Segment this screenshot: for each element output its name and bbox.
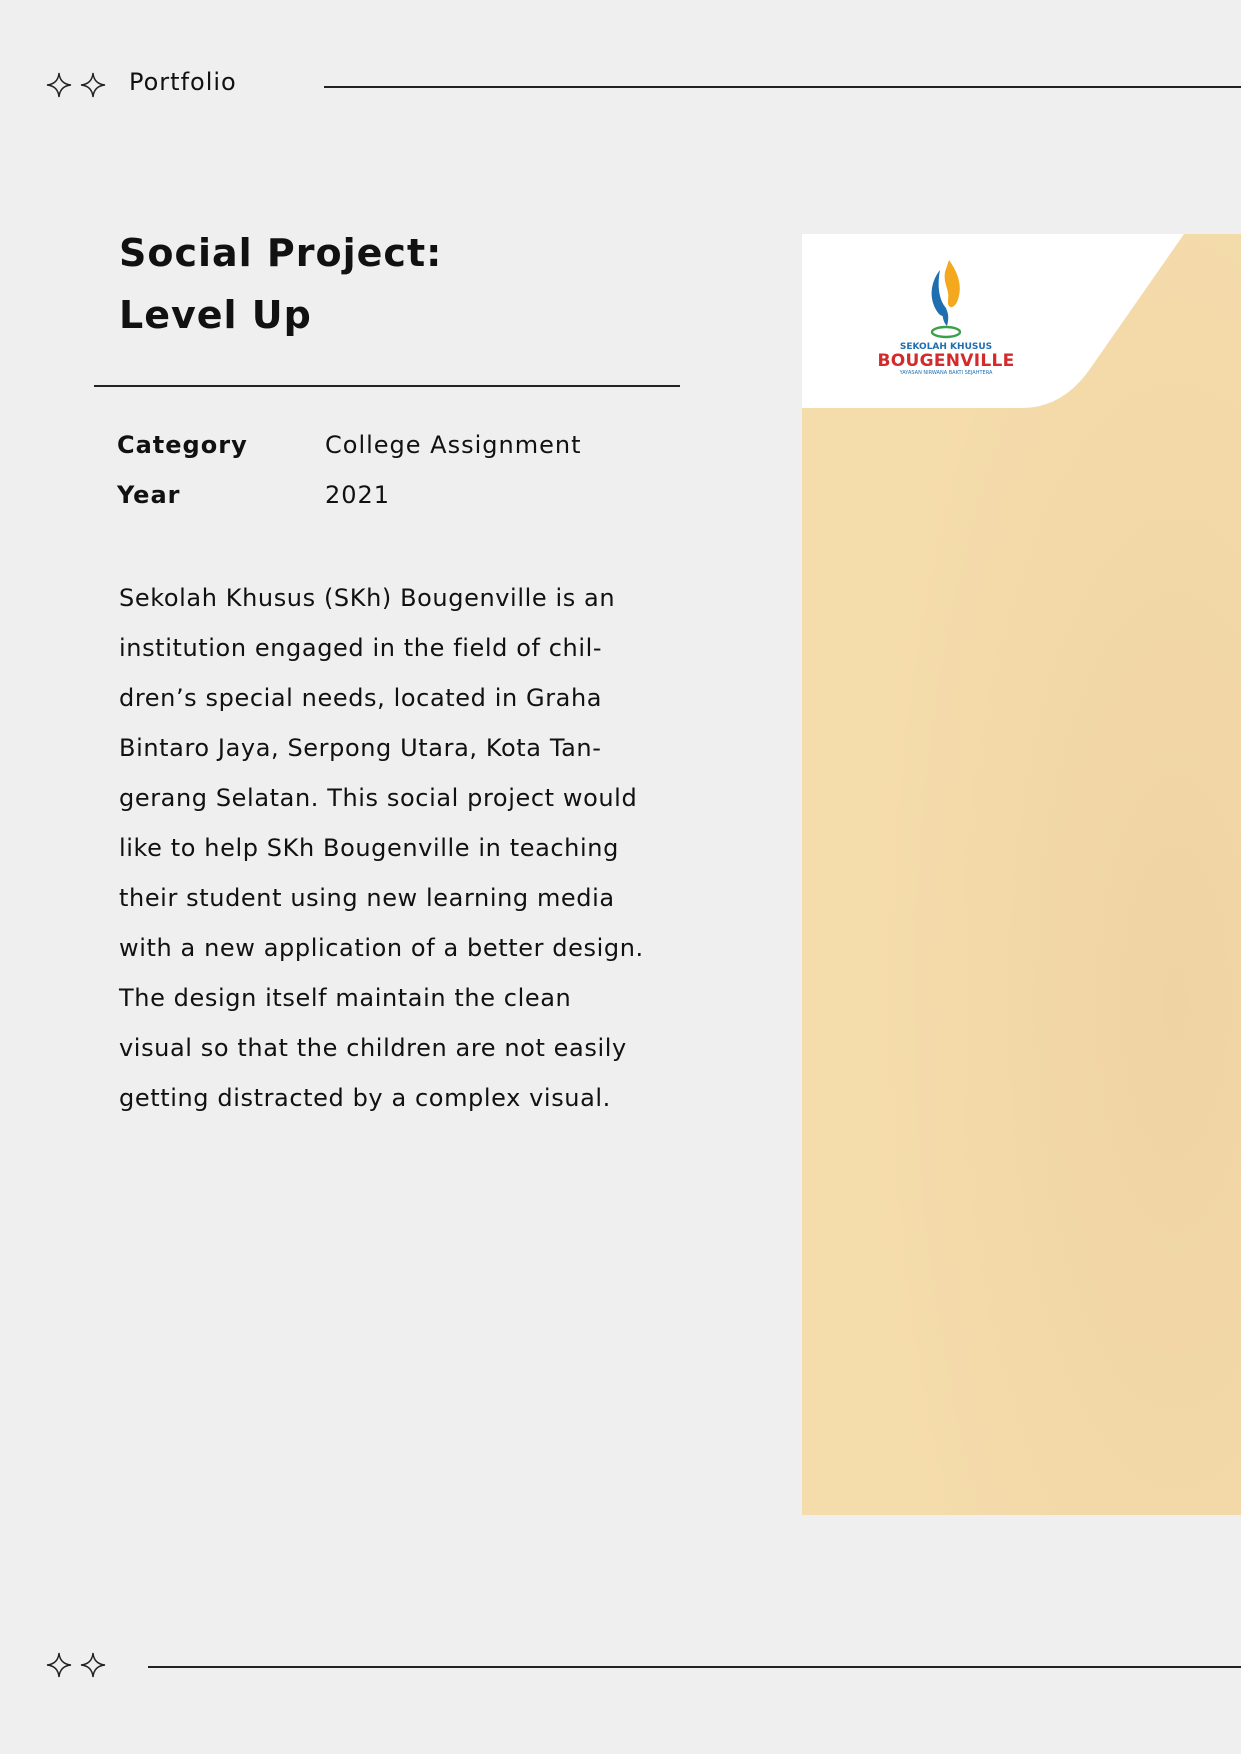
flame-emblem-icon <box>923 258 969 344</box>
header-divider <box>324 86 1241 88</box>
sparkle-icons <box>46 72 106 98</box>
project-image-panel <box>802 234 1241 1515</box>
project-title-line-2: Level Up <box>119 293 312 337</box>
footer-divider <box>148 1666 1241 1668</box>
project-title <box>119 222 442 346</box>
project-details <box>117 420 581 520</box>
logo-sub-text: YAYASAN NIRWANA BAKTI SEJAHTERA <box>899 370 993 376</box>
detail-key: Category <box>117 431 248 459</box>
sparkle-icons-footer <box>46 1652 106 1678</box>
header-label: Portfolio <box>129 68 237 96</box>
logo-top-text: SEKOLAH KHUSUS <box>899 342 993 352</box>
title-divider <box>94 385 680 387</box>
detail-key: Year <box>117 481 181 509</box>
detail-row-category <box>117 420 581 470</box>
detail-value: 2021 <box>325 481 391 509</box>
sparkle-icon <box>80 1652 106 1678</box>
logo-main-text: BOUGENVILLE <box>877 351 1015 371</box>
sparkle-icon <box>46 72 72 98</box>
panel-background <box>802 234 1241 1515</box>
detail-row-year <box>117 470 581 520</box>
project-title-line-1: Social Project: <box>119 231 443 275</box>
detail-value: College Assignment <box>325 431 582 459</box>
school-logo <box>877 258 1015 377</box>
sparkle-icon <box>80 72 106 98</box>
sparkle-icon <box>46 1652 72 1678</box>
project-description: Sekolah Khusus (SKh) Bougenville is an institution engaged in the field of chil-dren’s special needs, located in Graha Bintaro Jaya, Serpong Utara, Kota Tan-gerang Selatan. This social project would like to help SKh Bougenville in teaching their student using new learning media with a new application of a better design. The design itself maintain the clean visual so that the children are not easily getting distracted by a complex visual. <box>119 584 644 1112</box>
